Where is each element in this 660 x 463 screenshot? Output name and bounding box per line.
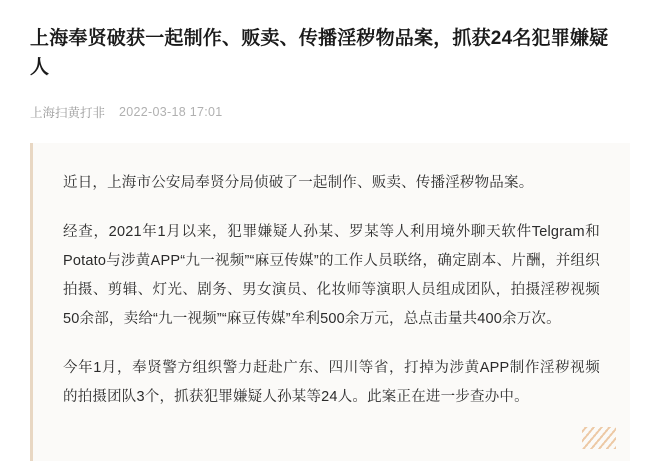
article-source: 上海扫黄打非 [30, 105, 106, 120]
article-paragraph: 经查，2021年1月以来，犯罪嫌疑人孙某、罗某等人利用境外聊天软件Telgram和Potato与涉黄APP“九一视频”“麻豆传媒”的工作人员联络，确定剧本、片酬，并组织拍摄、剪辑、灯光、剧务、男女演员、化妆师等演职人员组成团队，拍摄淫秽视频50余部，卖给“九一视频”“麻豆传媒”牟利500余万元，总点击量共400余万次。 [63, 223, 600, 327]
article-timestamp: 2022-03-18 17:01 [119, 104, 223, 119]
article-body [30, 143, 630, 461]
page-title: 上海奉贤破获一起制作、贩卖、传播淫秽物品案，抓获24名犯罪嫌疑人 [30, 28, 609, 79]
article-paragraph: 今年1月，奉贤警方组织警力赶赴广东、四川等省，打掉为涉黄APP制作淫秽视频的拍摄团队3个，抓获犯罪嫌疑人孙某等24人。此案正在进一步查办中。 [63, 359, 600, 405]
article-paragraph: 近日，上海市公安局奉贤分局侦破了一起制作、贩卖、传播淫秽物品案。 [63, 174, 534, 191]
decorative-hatch-icon [582, 427, 616, 449]
article-meta [28, 103, 632, 121]
